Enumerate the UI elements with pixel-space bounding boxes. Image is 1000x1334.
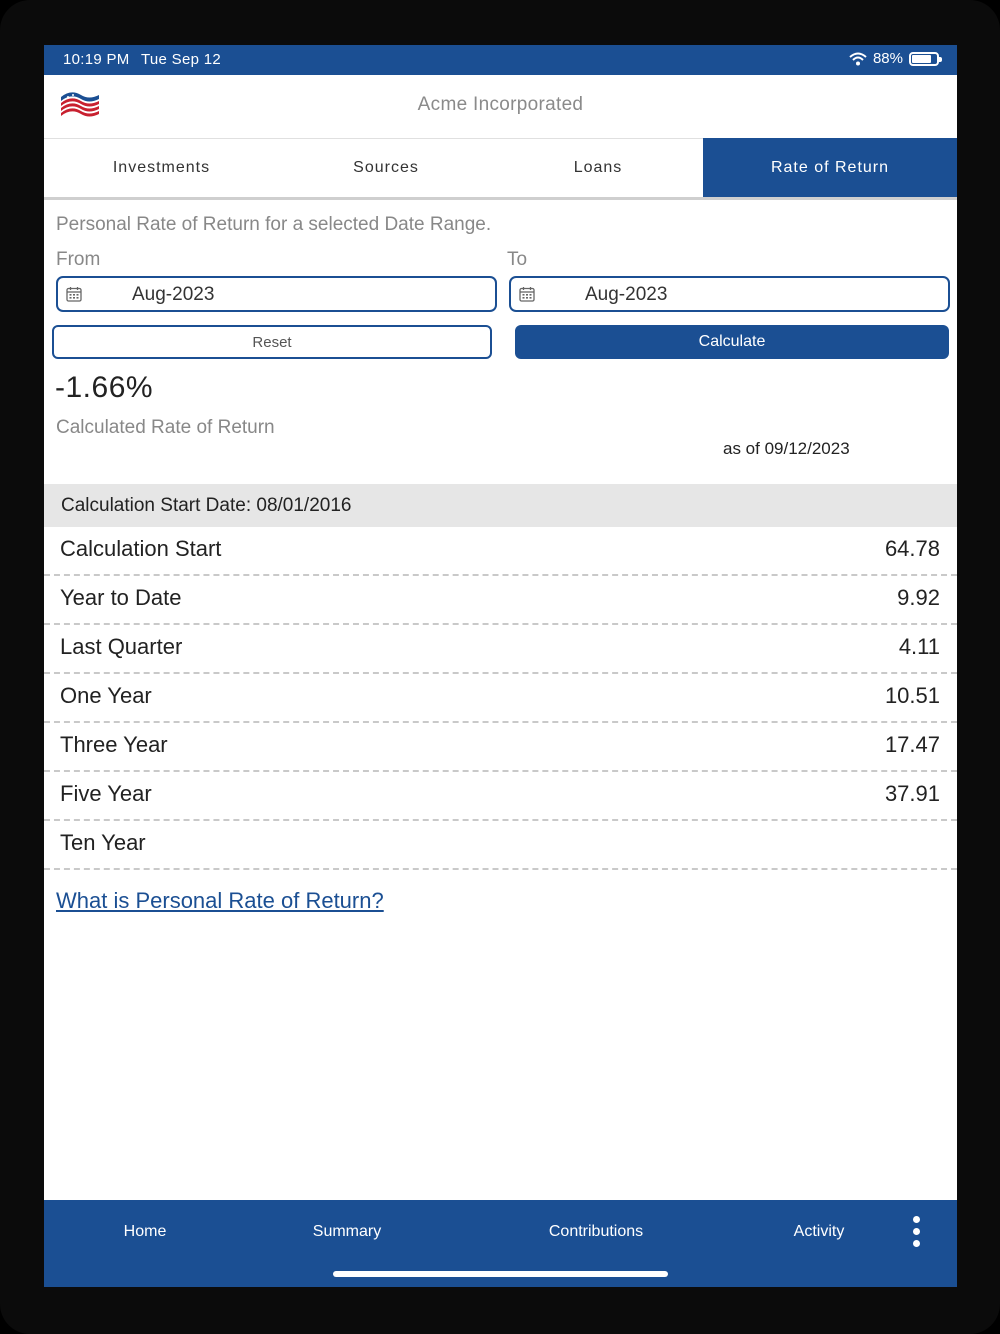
- nav-home[interactable]: Home: [123, 1223, 167, 1240]
- return-period-name: One Year: [60, 683, 152, 708]
- to-date-value: Aug-2023: [585, 284, 668, 305]
- to-label: To: [507, 249, 528, 270]
- reset-button[interactable]: Reset: [52, 325, 492, 359]
- list-item: [44, 625, 957, 674]
- return-period-value: 17.47: [884, 732, 940, 757]
- list-item: [44, 723, 957, 772]
- return-period-value: 10.51: [884, 683, 940, 708]
- nav-summary[interactable]: Summary: [312, 1223, 382, 1240]
- app-title: Acme Incorporated: [417, 94, 584, 115]
- as-of-date: as of 09/12/2023: [723, 439, 850, 458]
- calendar-icon: [519, 286, 535, 302]
- from-date-value: Aug-2023: [132, 284, 215, 305]
- list-item: [44, 527, 957, 576]
- return-period-value: 4.11: [898, 634, 940, 659]
- home-indicator: [333, 1271, 668, 1277]
- calculation-start-date: Calculation Start Date: 08/01/2016: [61, 495, 352, 516]
- return-period-value: 37.91: [884, 781, 940, 806]
- return-period-name: Three Year: [60, 732, 168, 757]
- list-item: [44, 821, 957, 870]
- from-label: From: [56, 249, 101, 270]
- battery-percent: 88%: [872, 50, 903, 67]
- return-period-value: 9.92: [897, 585, 940, 610]
- tab-bar: [44, 138, 957, 200]
- tab-loans[interactable]: Loans: [573, 158, 623, 176]
- battery-level: [912, 55, 931, 63]
- status-time: 10:19 PM: [63, 51, 130, 68]
- tab-sources[interactable]: Sources: [353, 158, 419, 176]
- calculate-button[interactable]: Calculate: [515, 325, 949, 359]
- intro-text: Personal Rate of Return for a selected Date Range.: [56, 214, 492, 235]
- nav-contributions[interactable]: Contributions: [548, 1223, 644, 1240]
- returns-list: [44, 527, 957, 870]
- calendar-icon: [66, 286, 82, 302]
- rate-of-return-help-link[interactable]: What is Personal Rate of Return?: [56, 888, 384, 913]
- return-period-name: Ten Year: [60, 830, 146, 855]
- return-period-name: Year to Date: [60, 585, 182, 610]
- tab-rate-of-return[interactable]: Rate of Return: [703, 138, 957, 197]
- from-date-field[interactable]: [56, 276, 497, 312]
- calculation-start-bar: [44, 484, 957, 527]
- list-item: [44, 576, 957, 625]
- list-item: [44, 772, 957, 821]
- to-date-field[interactable]: [509, 276, 950, 312]
- rate-of-return-label: Calculated Rate of Return: [56, 417, 275, 438]
- battery-icon: [909, 52, 939, 66]
- app-screen: [44, 45, 957, 1287]
- bottom-nav: [44, 1200, 957, 1287]
- list-item: [44, 674, 957, 723]
- return-period-name: Five Year: [60, 781, 152, 806]
- more-options-icon[interactable]: [910, 1216, 922, 1248]
- nav-activity[interactable]: Activity: [793, 1223, 845, 1240]
- rate-of-return-value: -1.66%: [55, 371, 154, 404]
- status-indicators: [849, 50, 939, 67]
- return-period-value: 64.78: [884, 536, 940, 561]
- status-date: Tue Sep 12: [141, 51, 221, 68]
- status-bar: [44, 45, 957, 75]
- tab-investments[interactable]: Investments: [112, 158, 211, 176]
- wifi-icon: [849, 52, 867, 66]
- return-period-name: Calculation Start: [60, 536, 222, 561]
- app-header: [44, 75, 957, 139]
- return-period-name: Last Quarter: [60, 634, 183, 659]
